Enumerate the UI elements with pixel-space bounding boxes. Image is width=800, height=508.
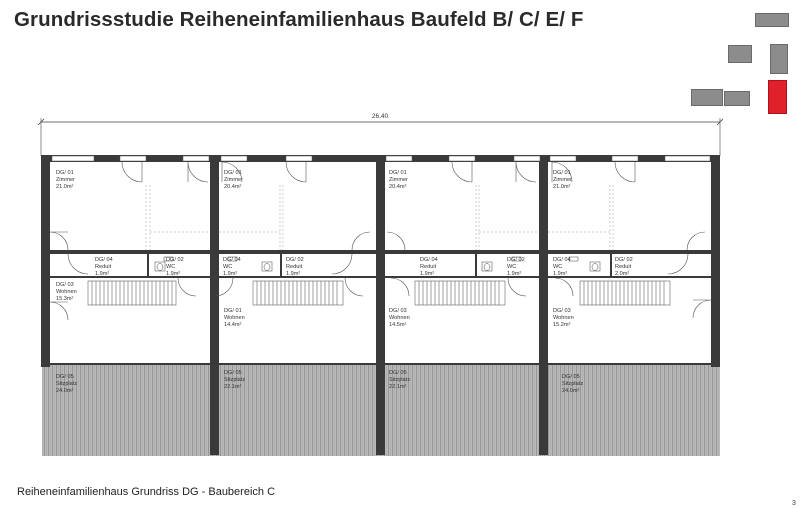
room-label: DG/ 05 (562, 374, 580, 380)
room-label: DG/ 02 (615, 257, 633, 263)
room-label: DG/ 03 (553, 308, 571, 314)
room-label: DG/ 02 (507, 257, 525, 263)
room-label: Zimmer (56, 177, 75, 183)
room-label: DG/ 01 (56, 170, 74, 176)
page-number: 3 (792, 500, 796, 507)
room-label: Wohnen (56, 289, 77, 295)
room-area: 24.0m² (56, 388, 74, 394)
room-area: 24.0m² (562, 388, 580, 394)
room-label: DG/ 05 (389, 370, 407, 376)
room-label: DG/ 04 (223, 257, 241, 263)
plan-caption: Reiheneinfamilienhaus Grundriss DG - Baubereich C (17, 486, 276, 498)
room-area: 1.9m² (95, 271, 110, 277)
dimension-label: 26.40 (371, 113, 389, 120)
room-label: Sitzplatz (389, 377, 411, 383)
room-label: Reduit (286, 264, 303, 270)
room-label: Sitzplatz (224, 377, 246, 383)
room-label: DG/ 02 (166, 257, 184, 263)
room-area: 15.3m² (56, 296, 74, 302)
room-label: Sitzplatz (56, 381, 78, 387)
room-area: 1.9m² (507, 271, 522, 277)
room-label: DG/ 02 (286, 257, 304, 263)
room-area: 22.1m² (224, 384, 242, 390)
room-label: Sitzplatz (562, 381, 584, 387)
dimension-line (38, 113, 723, 156)
room-label: DG/ 05 (56, 374, 74, 380)
room-label: Wohnen (389, 315, 410, 321)
room-label: Zimmer (224, 177, 243, 183)
room-label: DG/ 01 (224, 170, 242, 176)
room-label: WC (507, 264, 517, 270)
room-label: DG/ 04 (95, 257, 113, 263)
room-area: 22.1m² (389, 384, 407, 390)
unit-3-labels (389, 170, 525, 390)
room-area: 14.5m² (389, 322, 407, 328)
room-label: Reduit (95, 264, 112, 270)
room-label: DG/ 03 (56, 282, 74, 288)
room-area: 2.0m² (615, 271, 630, 277)
room-label: Reduit (420, 264, 437, 270)
room-label: WC (223, 264, 233, 270)
room-label: DG/ 01 (389, 170, 407, 176)
room-label: Zimmer (553, 177, 572, 183)
room-area: 1.9m² (420, 271, 435, 277)
page-title: Grundrissstudie Reiheneinfamilienhaus Baufeld B/ C/ E/ F (14, 8, 584, 31)
room-label: DG/ 04 (553, 257, 571, 263)
room-label: Reduit (615, 264, 632, 270)
room-area: 21.0m² (553, 184, 571, 190)
room-area: 1.9m² (166, 271, 181, 277)
room-area: 20.4m² (389, 184, 407, 190)
room-label: Wohnen (553, 315, 574, 321)
room-area: 15.2m² (553, 322, 571, 328)
room-area: 14.4m² (224, 322, 242, 328)
room-area: 20.4m² (224, 184, 242, 190)
room-label: WC (166, 264, 176, 270)
room-label: DG/ 05 (224, 370, 242, 376)
room-area: 1.9m² (223, 271, 238, 277)
unit-2-labels (223, 170, 304, 390)
room-label: DG/ 04 (420, 257, 438, 263)
room-label: Wohnen (224, 315, 245, 321)
room-area: 1.9m² (286, 271, 301, 277)
room-label: Zimmer (389, 177, 408, 183)
room-area: 1.9m² (553, 271, 568, 277)
room-label: DG/ 01 (224, 308, 242, 314)
room-area: 21.0m² (56, 184, 74, 190)
room-label: DG/ 03 (389, 308, 407, 314)
room-label: WC (553, 264, 563, 270)
room-label: DG/ 01 (553, 170, 571, 176)
